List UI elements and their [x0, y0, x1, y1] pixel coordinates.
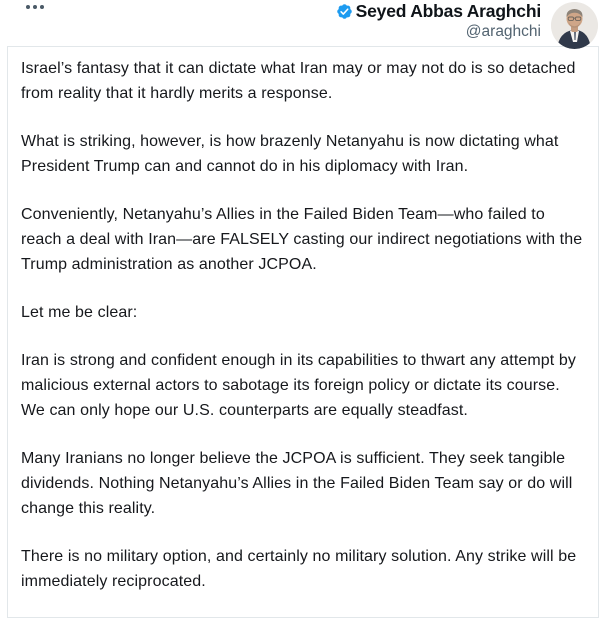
author-identity	[336, 0, 541, 42]
tweet-paragraph: Conveniently, Netanyahu’s Allies in the Failed Biden Team—who failed to reach a deal with Iran—are FALSELY casting our indirect negotiations with the Trump administration as another JCPOA.	[21, 206, 583, 273]
author-handle[interactable]: @araghchi	[465, 23, 541, 40]
author-avatar[interactable]	[551, 2, 598, 49]
author-name[interactable]: Seyed Abbas Araghchi	[355, 0, 541, 21]
more-icon	[26, 5, 30, 9]
tweet-paragraph: Iran is strong and confident enough in its capabilities to thwart any attempt by malicious external actors to sabotage its foreign policy or dictate its course. We can only hope our U.S. counterparts are equally steadfast.	[21, 352, 576, 419]
verified-badge-icon	[336, 3, 353, 20]
tweet-text	[21, 56, 586, 594]
tweet-paragraph: Israel’s fantasy that it can dictate what Iran may or may not do is so detached from reality that it hardly merits a response.	[21, 60, 576, 102]
tweet-paragraph: Many Iranians no longer believe the JCPOA is sufficient. They seek tangible dividends. Nothing Netanyahu’s Allies in the Failed Biden Team say or do will change this reality.	[21, 450, 573, 517]
more-icon	[40, 5, 44, 9]
tweet-body	[7, 46, 599, 618]
more-menu-button[interactable]	[24, 2, 46, 12]
tweet-paragraph: Let me be clear:	[21, 304, 138, 321]
tweet-header	[0, 0, 607, 46]
more-icon	[33, 5, 37, 9]
tweet-paragraph: There is no military option, and certainly no military solution. Any strike will be immediately reciprocated.	[21, 548, 577, 590]
tweet-paragraph: What is striking, however, is how brazenly Netanyahu is now dictating what President Trump can and cannot do in his diplomacy with Iran.	[21, 133, 559, 175]
